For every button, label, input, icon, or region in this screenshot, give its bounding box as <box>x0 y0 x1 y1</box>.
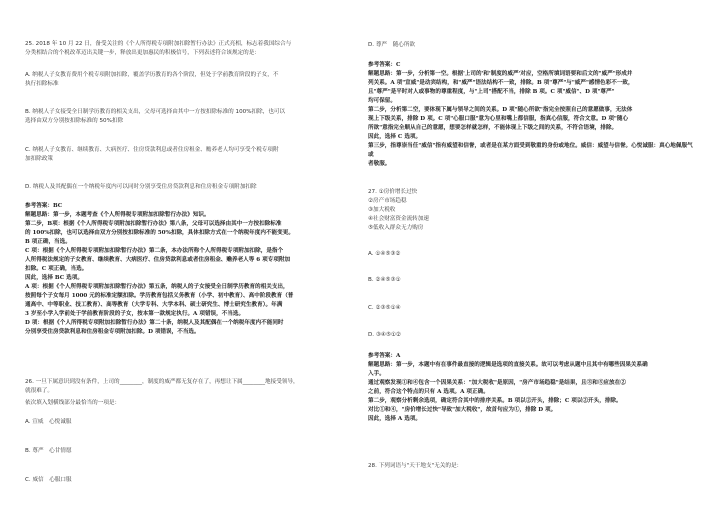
analysis-line: 第二步，B项：根据《个人所得税专项附加扣除暂行办法》第八条，父母可以选择由其中一方按扣除标准 <box>25 221 282 227</box>
question-25-answer <box>25 202 355 211</box>
question-26-option-d[interactable] <box>368 41 696 50</box>
analysis-line: 因此，选择 BC 选项。 <box>25 275 83 281</box>
analysis-line: 扣除。C 项正确，当选。 <box>25 266 88 272</box>
question-27-analysis <box>368 361 696 424</box>
option-line: A. 纳税人子女教育费用个税专项附加扣除，覆盖学历教育的各个阶段，但处于学前教育阶段的子女，不 <box>25 72 279 78</box>
stem-line: ⑤低收入群众无力购房 <box>368 225 424 231</box>
analysis-line: 解题思路：第一步，本题考查《个人所得税专项附加扣除暂行办法》知识。 <box>25 212 210 218</box>
question-25-option-a[interactable] <box>25 71 355 89</box>
analysis-line: 列关系。A 项"宣威"是动宾结构，和"威严"语法结构不一致，排除。B 项"尊严"与"威严"感情色彩不一致， <box>368 80 634 86</box>
analysis-line: 的 100%扣除，也可以选择由双方分别按扣除标准的 50%扣除，具体扣除方式在一个纳税年度内不能变更。 <box>25 230 294 236</box>
analysis-line: 所欲"意指完全顺从自己的意愿，想要怎样就怎样，不能体现上下级之间的关系，不符合语境，排除。 <box>368 125 618 131</box>
analysis-line: 第三步，指尊崇当任"威信"指有威望和信誉，或者是在某方面受到敬重的身份或地位。威信：威望与信誉。心悦诚服：真心地佩服气或 <box>368 143 693 158</box>
stem-line: 依次填入划横线部分最恰当的一项是： <box>25 400 121 406</box>
question-27-option-c[interactable] <box>368 304 696 313</box>
option-line: C. ②③⑤①④ <box>368 305 401 311</box>
question-25-option-d[interactable] <box>25 183 355 192</box>
question-25-option-c[interactable] <box>25 146 355 164</box>
question-26-option-c[interactable] <box>25 476 355 485</box>
option-line: A. 宣威 心悦诚服 <box>25 419 72 425</box>
question-26-option-a[interactable] <box>25 418 355 427</box>
analysis-line: C 项：根据《个人所得税专项附加扣除暂行办法》第二条，本办法所称个人所得税专项附加扣除，是指个 <box>25 248 284 254</box>
analysis-line: 入手。 <box>368 371 385 377</box>
analysis-line: 均可保留。 <box>368 98 396 104</box>
analysis-line: 且"尊严"是平时对人或事物的尊重程度，与"上司"搭配不当，排除 B 项。C 项"威信"、D 项"尊严" <box>368 89 615 95</box>
question-25-stem <box>25 40 355 58</box>
question-28-stem <box>368 462 696 471</box>
option-line: B. 纳税人子女接受全日制学历教育的相关支出，父母可选择由其中一方按扣除标准的 100%扣除，也可以 <box>25 109 286 115</box>
analysis-line: 人所得税法规定的子女教育、继续教育、大病医疗、住房贷款利息或者住房租金、赡养老人等 6 项专项附加 <box>25 257 291 263</box>
option-line: A. ①④⑤③② <box>368 251 401 257</box>
stem-line: 27. ①房价增长过快 <box>368 189 418 195</box>
answer-text: 参考答案：BC <box>25 203 63 209</box>
question-26-stem <box>25 378 355 408</box>
option-line: B. ②④⑤③① <box>368 277 401 283</box>
analysis-line: 3 岁至小学入学前处于学前教育阶段的子女，按本第一款规定执行。A 项错误，不当选。 <box>25 311 245 317</box>
question-25-option-b[interactable] <box>25 108 355 126</box>
option-line: D. ③④⑤①② <box>368 332 401 338</box>
stem-line: ②房产市场趋稳 <box>368 198 407 204</box>
analysis-line: 通过观察发现①和④包含一个因果关系："加大税收"是原因，"房产市场趋稳"是结果，且③和⑤应放在② <box>368 380 626 386</box>
analysis-line: 因此，选择 A 选项。 <box>368 416 421 422</box>
answer-text: 参考答案：A <box>368 353 401 359</box>
analysis-line: 解题思路：第一步，分析第一空。根据'上司的'和'制度的威严'对应，空格所填词语要和后文的"威严"形成并 <box>368 71 633 77</box>
analysis-line: 者敬服。 <box>368 161 391 167</box>
analysis-line: B 项正确，当选。 <box>25 239 71 245</box>
analysis-line: A 项：根据《个人所得税专项附加扣除暂行办法》第五条，纳税人的子女接受全日制学历教育的相关支出， <box>25 284 289 290</box>
analysis-line: 因此，选择 C 选项。 <box>368 134 422 140</box>
stem-line: 26. 一旦下属意识到没有条件，上司的________，制度的威严都无复存在了，再想让下属________地接受领导， <box>25 379 299 385</box>
option-line: D. 纳税人及其配偶在一个纳税年度内可以同时分别享受住房贷款利息和住房租金专项附加扣除 <box>25 184 257 190</box>
analysis-line: 之前，符合这个特点的只有 A 选项。A 项正确。 <box>368 389 489 395</box>
stem-line: 就很难了。 <box>25 388 53 394</box>
option-line: 加扣除政策 <box>25 156 53 162</box>
question-25-analysis <box>25 211 355 337</box>
option-line: C. 威信 心服口服 <box>25 477 72 483</box>
option-line: 选择由双方分别按扣除标准的 50%扣除 <box>25 118 124 124</box>
stem-line: ③加大税收 <box>368 207 396 213</box>
analysis-line: 第二步，分析第二空，要体现下属与领导之间的关系。D 项"随心所欲"指完全按照自己的意愿做事，无法体 <box>368 107 633 113</box>
question-27-option-d[interactable] <box>368 331 696 340</box>
option-line: 执行扣除标准 <box>25 81 59 87</box>
analysis-line: 解题思路：第一步，本题中有在事件最直接的逻辑是选项的直接关系。故可以考虑从题中且其中有哪些因果关系确 <box>368 362 648 368</box>
stem-line: 25. 2018 年 10 月 22 日，备受关注的《个人所得税专项附加扣除暂行办法》正式亮相，标志着我国综合与 <box>25 41 292 47</box>
stem-line: ④社会财富资金流转加速 <box>368 216 429 222</box>
question-27-option-a[interactable] <box>368 250 696 259</box>
question-27-stem <box>368 188 696 233</box>
option-line: C. 纳税人子女教育、继续教育、大病医疗、住房贷款利息或者住房租金、赡养老人均可享受个税专项附 <box>25 147 279 153</box>
stem-line: 分类相结合的个税改革迈出关键一步，释放出更加惠民的积极信号，下列表述符合该规定的是： <box>25 50 260 56</box>
option-line: D. 尊严 随心所欲 <box>368 42 416 48</box>
question-27-option-b[interactable] <box>368 276 696 285</box>
stem-line: 28. 下列词语与"天干地支"无关的是： <box>368 463 463 469</box>
analysis-line: 第二步，观察分析剩余选项，确定符合其中的排序关系。B 项以②开头，排除；C 项以②开头，排除。 <box>368 398 622 404</box>
question-26-answer <box>368 61 696 70</box>
analysis-line: 分别享受住房贷款利息和住房租金专项附加扣除。D 项错误，不当选。 <box>25 329 200 335</box>
question-27-answer <box>368 352 696 361</box>
option-line: B. 尊严 心甘情愿 <box>25 448 72 454</box>
analysis-line: D 项：根据《个人所得税专项附加扣除暂行办法》第二十条，纳税人及其配偶在一个纳税年度内不能同时 <box>25 320 284 326</box>
analysis-line: 通高中、中等职业、技工教育）、高等教育（大学专科、大学本科、硕士研究生、博士研究生教育）。年满 <box>25 302 283 308</box>
analysis-line: 现上下级关系，排除 D 项。C 项"心服口服"意为心里和嘴上都信服，指真心信服，符合文意。D 项"随心 <box>368 116 629 122</box>
analysis-line: 按照每个子女每月 1000 元的标准定额扣除。学历教育包括义务教育（小学、初中教育）、高中阶段教育（普 <box>25 293 294 299</box>
analysis-line: 对比①和④，"房价增长过快"导致"加大税收"，故首句应为①，排除 D 项。 <box>368 407 557 413</box>
question-26-analysis <box>368 70 696 169</box>
question-26-option-b[interactable] <box>25 447 355 456</box>
answer-text: 参考答案：C <box>368 62 401 68</box>
